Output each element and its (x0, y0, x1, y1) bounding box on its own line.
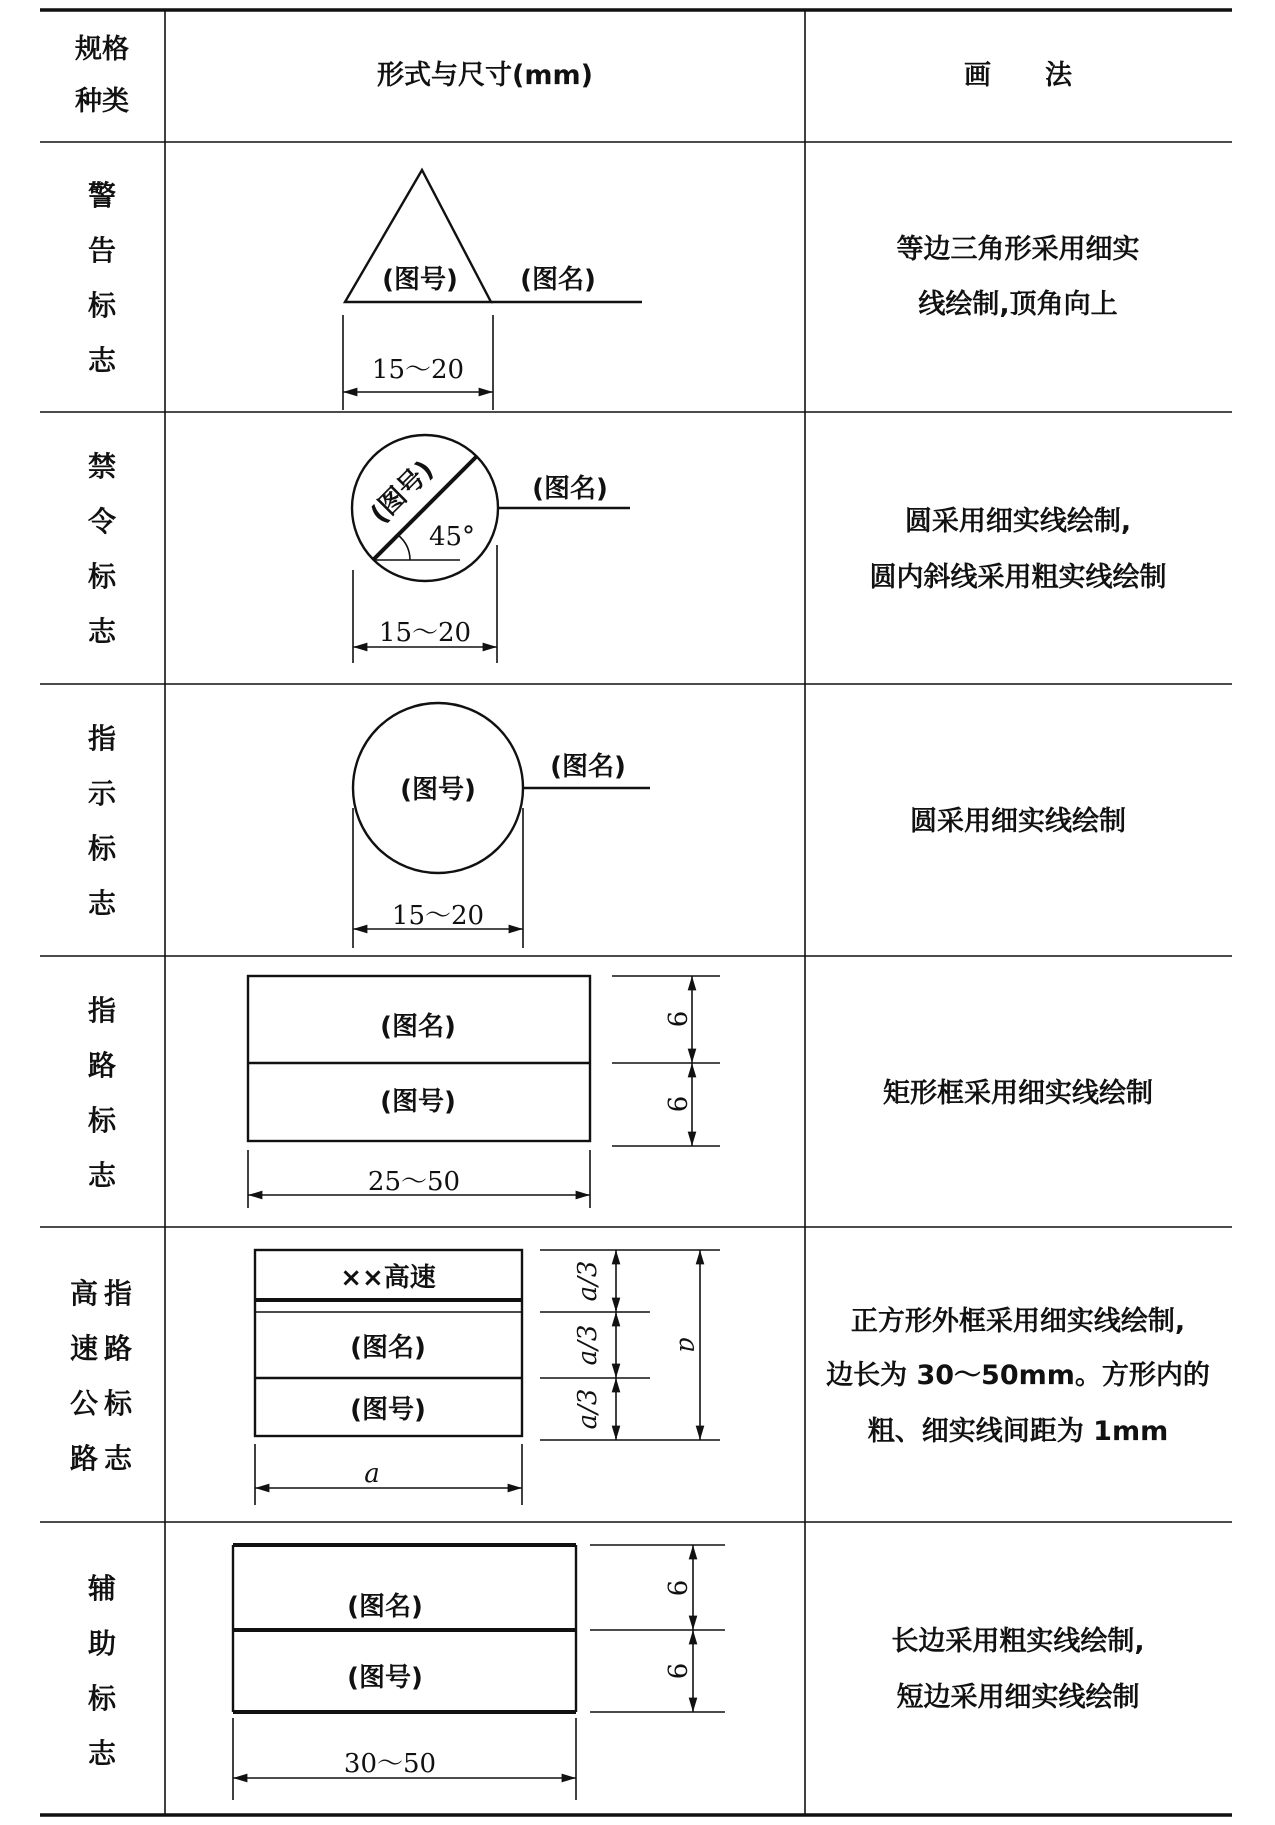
angle-label: 45° (428, 522, 476, 552)
description-line: 短边采用细实线绘制 (896, 1682, 1140, 1713)
circle-number-label: (图号) (400, 775, 476, 805)
side-label: a (673, 1337, 703, 1353)
description-line: 圆内斜线采用粗实线绘制 (869, 562, 1167, 593)
category-char: 标 (87, 1682, 117, 1715)
dimension-label: 15～20 (391, 901, 485, 931)
category-char: 令 (87, 505, 117, 538)
category-char: 标 (87, 1104, 117, 1137)
category-char: 示 (87, 777, 117, 810)
category-char: 志 (87, 615, 117, 648)
category-char: 志 (103, 1442, 133, 1475)
category-char: 志 (87, 1737, 117, 1770)
angle-arc (398, 535, 410, 560)
triangle-name-label: (图名) (520, 265, 596, 295)
warning-triangle-diagram (343, 170, 642, 410)
category-char: 标 (87, 560, 117, 593)
rect-name-label: (图名) (347, 1592, 423, 1622)
category-char: 高 (69, 1277, 99, 1310)
category-char: 路 (87, 1049, 117, 1082)
rect-name-label: (图名) (380, 1012, 456, 1042)
description-line: 长边采用粗实线绘制, (891, 1626, 1145, 1657)
dimension-label: 15～20 (371, 355, 465, 385)
row-auxiliary-sign (88, 1545, 1145, 1800)
header-category-line1: 规格 (75, 34, 129, 65)
height-label-bottom: 9 (661, 1095, 691, 1113)
dimension-label: 25～50 (367, 1167, 461, 1197)
table-header (75, 34, 1073, 117)
auxiliary-rectangle-diagram (233, 1545, 725, 1800)
category-char: 警 (87, 179, 117, 212)
circle-name-label: (图名) (550, 752, 626, 782)
third-label: a/3 (573, 1260, 603, 1302)
category-char: 指 (103, 1277, 133, 1310)
expressway-title-label: ××高速 (340, 1263, 436, 1293)
circle-name-label: (图名) (532, 474, 608, 504)
category-char: 助 (87, 1627, 117, 1660)
height-label-top: 9 (661, 1579, 691, 1597)
third-label: a/3 (573, 1388, 603, 1430)
square-number-label: (图号) (350, 1395, 426, 1425)
category-char: 路 (69, 1442, 99, 1475)
height-label-top: 9 (661, 1010, 691, 1028)
category-char: 告 (87, 234, 117, 267)
category-char: 禁 (87, 450, 117, 483)
category-char: 辅 (87, 1572, 117, 1605)
dimension-label: 15～20 (378, 618, 472, 648)
circle-number-label: (图号) (364, 454, 440, 530)
description-line: 线绘制,顶角向上 (918, 289, 1118, 320)
description-line: 圆采用细实线绘制, (904, 506, 1132, 537)
category-char: 标 (87, 832, 117, 865)
description-line: 矩形框采用细实线绘制 (883, 1078, 1153, 1109)
row-warning-sign (88, 170, 1140, 410)
category-char: 标 (87, 289, 117, 322)
description-line: 正方形外框采用细实线绘制, (850, 1306, 1186, 1337)
square-name-label: (图名) (350, 1333, 426, 1363)
category-char: 标 (103, 1387, 133, 1420)
description-line: 边长为 30～50mm。方形内的 (826, 1360, 1210, 1391)
description-line: 等边三角形采用细实 (896, 234, 1140, 265)
description-line: 粗、细实线间距为 1mm (867, 1416, 1169, 1447)
category-char: 速 (69, 1332, 99, 1365)
rect-number-label: (图号) (347, 1663, 423, 1693)
mandatory-circle-diagram (353, 703, 650, 948)
row-prohibition-sign (88, 435, 1167, 663)
category-char: 指 (87, 994, 117, 1027)
dimension-label: a (364, 1459, 380, 1489)
row-mandatory-sign (88, 703, 1126, 948)
category-char: 志 (87, 344, 117, 377)
row-direction-sign (88, 976, 1153, 1208)
dimension-label: 30～50 (343, 1749, 437, 1779)
triangle-number-label: (图号) (382, 265, 458, 295)
category-char: 志 (87, 887, 117, 920)
header-drawing-method: 画 法 (964, 60, 1072, 91)
rect-number-label: (图号) (380, 1087, 456, 1117)
description-line: 圆采用细实线绘制 (910, 806, 1126, 837)
prohibition-circle-diagram (352, 435, 630, 663)
height-label-bottom: 9 (661, 1662, 691, 1680)
header-category-line2: 种类 (75, 86, 129, 117)
expressway-square-diagram (255, 1250, 720, 1505)
category-char: 公 (69, 1387, 99, 1420)
category-char: 志 (87, 1159, 117, 1192)
category-char: 指 (87, 722, 117, 755)
row-expressway-direction-sign (70, 1250, 1210, 1505)
header-form-size: 形式与尺寸(mm) (377, 60, 593, 91)
category-char: 路 (103, 1332, 133, 1365)
direction-rectangle-diagram (248, 976, 720, 1208)
third-label: a/3 (573, 1324, 603, 1366)
